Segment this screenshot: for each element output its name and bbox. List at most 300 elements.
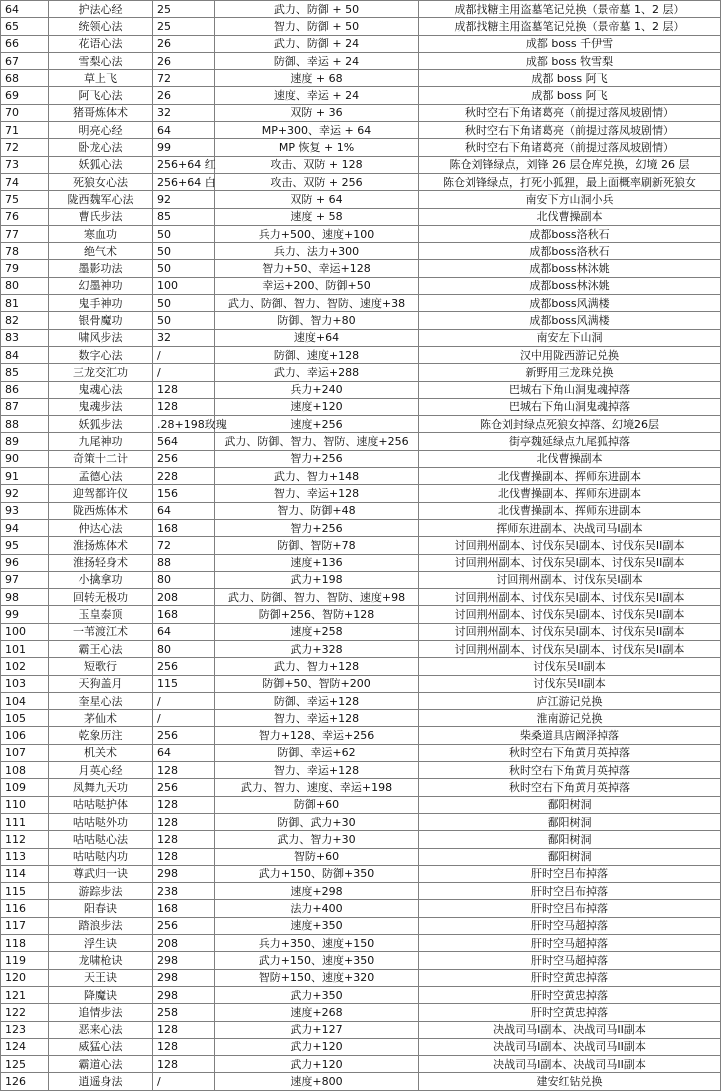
- skill-source: 成都boss洛秋石: [419, 225, 721, 242]
- skill-source: 鄱阳树洞: [419, 796, 721, 813]
- skill-source: 北伐曹操副本: [419, 450, 721, 467]
- skill-cost: 26: [153, 52, 215, 69]
- skill-name: 孟德心法: [49, 468, 153, 485]
- skill-cost: 128: [153, 398, 215, 415]
- skill-cost: 128: [153, 381, 215, 398]
- skill-source: 决战司马I副本、决战司马II副本: [419, 1056, 721, 1073]
- skill-name: 月英心经: [49, 762, 153, 779]
- row-number: 112: [1, 831, 49, 848]
- skill-name: 三龙交汇功: [49, 364, 153, 381]
- skill-source: 秋时空右下角诸葛亮（前提过落凤坡剧情）: [419, 104, 721, 121]
- skill-name: 鬼魂步法: [49, 398, 153, 415]
- table-row: [1, 1, 721, 18]
- skill-effect: 武力、智力+30: [215, 831, 419, 848]
- row-number: 126: [1, 1073, 49, 1090]
- skill-effect: 武力、防御、智力、智防、速度+38: [215, 295, 419, 312]
- table-row: [1, 710, 721, 727]
- skill-effect: 武力、幸运+288: [215, 364, 419, 381]
- skill-source: 讨回荆州副本、讨伐东吴I副本、讨伐东吴II副本: [419, 640, 721, 657]
- table-row: [1, 468, 721, 485]
- row-number: 118: [1, 935, 49, 952]
- table-row: [1, 18, 721, 35]
- skill-cost: 72: [153, 537, 215, 554]
- skill-source: 鄱阳树洞: [419, 813, 721, 830]
- skill-name: 仲达心法: [49, 519, 153, 536]
- table-row: [1, 277, 721, 294]
- row-number: 108: [1, 762, 49, 779]
- skill-effect: 速度+800: [215, 1073, 419, 1090]
- skill-source: 鄱阳树洞: [419, 831, 721, 848]
- skill-source: 肝时空黄忠掉落: [419, 969, 721, 986]
- row-number: 70: [1, 104, 49, 121]
- skill-effect: 兵力+500、速度+100: [215, 225, 419, 242]
- skill-name: 阳春诀: [49, 900, 153, 917]
- row-number: 125: [1, 1056, 49, 1073]
- skill-cost: 64: [153, 623, 215, 640]
- skill-cost: 25: [153, 1, 215, 18]
- skill-cost: 92: [153, 191, 215, 208]
- row-number: 80: [1, 277, 49, 294]
- skill-source: 陈仓刘封绿点死狼女掉落、幻境26层: [419, 416, 721, 433]
- skill-source: 庐江游记兑换: [419, 692, 721, 709]
- skill-name: 陇西炼体术: [49, 502, 153, 519]
- row-number: 117: [1, 917, 49, 934]
- table-row: [1, 640, 721, 657]
- table-row: [1, 243, 721, 260]
- skill-effect: MP+300、幸运 + 64: [215, 122, 419, 139]
- skill-cost: 256+64 红: [153, 156, 215, 173]
- row-number: 77: [1, 225, 49, 242]
- skill-source: 讨回荆州副本、讨伐东吴I副本、讨伐东吴II副本: [419, 554, 721, 571]
- skill-effect: 法力+400: [215, 900, 419, 917]
- table-row: [1, 606, 721, 623]
- skill-name: 凤舞九天功: [49, 779, 153, 796]
- skill-source: 肝时空吕布掉落: [419, 900, 721, 917]
- skill-cost: 208: [153, 589, 215, 606]
- skill-cost: 256: [153, 779, 215, 796]
- row-number: 106: [1, 727, 49, 744]
- skill-name: 天王诀: [49, 969, 153, 986]
- skill-effect: 智力、幸运+128: [215, 710, 419, 727]
- table-row: [1, 796, 721, 813]
- skill-effect: 速度+298: [215, 883, 419, 900]
- row-number: 105: [1, 710, 49, 727]
- table-row: [1, 398, 721, 415]
- table-row: [1, 260, 721, 277]
- skill-name: 迎驾都许仪: [49, 485, 153, 502]
- skill-cost: 128: [153, 813, 215, 830]
- skill-effect: 武力、智力+128: [215, 658, 419, 675]
- row-number: 119: [1, 952, 49, 969]
- skill-source: 柴桑道具店阚泽掉落: [419, 727, 721, 744]
- table-row: [1, 87, 721, 104]
- skill-cost: 128: [153, 1038, 215, 1055]
- skill-cost: /: [153, 692, 215, 709]
- table-row: [1, 450, 721, 467]
- skill-name: 玉皇泰顶: [49, 606, 153, 623]
- skill-cost: 25: [153, 18, 215, 35]
- skill-source: 陈仓刘锋绿点，打死小狐狸，最上面概率刷新死狼女: [419, 173, 721, 190]
- skill-source: 成都boss林沐姚: [419, 260, 721, 277]
- row-number: 69: [1, 87, 49, 104]
- row-number: 97: [1, 571, 49, 588]
- table-row: [1, 779, 721, 796]
- table-row: [1, 727, 721, 744]
- skill-source: 决战司马I副本、决战司马II副本: [419, 1038, 721, 1055]
- skill-source: 成都 boss 千伊雪: [419, 35, 721, 52]
- skill-effect: 武力+328: [215, 640, 419, 657]
- skill-name: 死狼女心法: [49, 173, 153, 190]
- skill-effect: 幸运+200、防御+50: [215, 277, 419, 294]
- row-number: 121: [1, 986, 49, 1003]
- skill-name: 淮扬轻身术: [49, 554, 153, 571]
- skill-name: 踏浪步法: [49, 917, 153, 934]
- row-number: 91: [1, 468, 49, 485]
- skill-name: 幻墨神功: [49, 277, 153, 294]
- table-row: [1, 986, 721, 1003]
- row-number: 89: [1, 433, 49, 450]
- table-row: [1, 831, 721, 848]
- skill-source: 北伐曹操副本、挥师东进副本: [419, 468, 721, 485]
- skill-effect: 智力+128、幸运+256: [215, 727, 419, 744]
- row-number: 109: [1, 779, 49, 796]
- skill-effect: 武力+127: [215, 1021, 419, 1038]
- skill-table-body: [1, 1, 721, 1091]
- skill-cost: 26: [153, 35, 215, 52]
- skill-name: 九尾神功: [49, 433, 153, 450]
- row-number: 71: [1, 122, 49, 139]
- skill-name: 陇西魏军心法: [49, 191, 153, 208]
- row-number: 102: [1, 658, 49, 675]
- table-row: [1, 865, 721, 882]
- skill-name: 护法心经: [49, 1, 153, 18]
- skill-source: 建安红钻兑换: [419, 1073, 721, 1090]
- row-number: 99: [1, 606, 49, 623]
- skill-cost: 50: [153, 295, 215, 312]
- skill-cost: 298: [153, 952, 215, 969]
- skill-effect: 攻击、双防 + 256: [215, 173, 419, 190]
- skill-source: 秋时空右下角黄月英掉落: [419, 744, 721, 761]
- skill-name: 阿飞心法: [49, 87, 153, 104]
- row-number: 100: [1, 623, 49, 640]
- table-row: [1, 762, 721, 779]
- table-row: [1, 554, 721, 571]
- table-row: [1, 537, 721, 554]
- row-number: 110: [1, 796, 49, 813]
- skill-cost: .28+198玫瑰: [153, 416, 215, 433]
- skill-cost: 32: [153, 104, 215, 121]
- row-number: 64: [1, 1, 49, 18]
- skill-source: 成都 boss 牧雪梨: [419, 52, 721, 69]
- skill-name: 游踪步法: [49, 883, 153, 900]
- skill-source: 陈仓刘锋绿点，刘锋 26 层仓库兑换，幻境 26 层: [419, 156, 721, 173]
- skill-name: 统领心法: [49, 18, 153, 35]
- skill-name: 妖狐步法: [49, 416, 153, 433]
- skill-effect: 双防 + 36: [215, 104, 419, 121]
- skill-source: 讨回荆州副本、讨伐东吴I副本: [419, 571, 721, 588]
- skill-cost: 85: [153, 208, 215, 225]
- skill-effect: 兵力+350、速度+150: [215, 935, 419, 952]
- table-row: [1, 156, 721, 173]
- skill-effect: 武力+350: [215, 986, 419, 1003]
- row-number: 111: [1, 813, 49, 830]
- row-number: 123: [1, 1021, 49, 1038]
- row-number: 65: [1, 18, 49, 35]
- skill-effect: 武力、防御、智力、智防、速度+256: [215, 433, 419, 450]
- skill-effect: 速度、幸运 + 24: [215, 87, 419, 104]
- skill-source: 肝时空马超掉落: [419, 935, 721, 952]
- skill-cost: /: [153, 1073, 215, 1090]
- row-number: 67: [1, 52, 49, 69]
- skill-source: 新野用三龙珠兑换: [419, 364, 721, 381]
- skill-effect: 速度+120: [215, 398, 419, 415]
- skill-effect: 攻击、双防 + 128: [215, 156, 419, 173]
- skill-cost: /: [153, 364, 215, 381]
- row-number: 79: [1, 260, 49, 277]
- skill-cost: 168: [153, 519, 215, 536]
- skill-name: 霸王心法: [49, 640, 153, 657]
- skill-effect: 武力+198: [215, 571, 419, 588]
- skill-effect: 武力、防御 + 50: [215, 1, 419, 18]
- skill-name: 小擒拿功: [49, 571, 153, 588]
- skill-source: 北伐曹操副本、挥师东进副本: [419, 502, 721, 519]
- skill-name: 机关术: [49, 744, 153, 761]
- skill-cost: 80: [153, 640, 215, 657]
- skill-cost: 72: [153, 70, 215, 87]
- skill-effect: 防御、速度+128: [215, 346, 419, 363]
- skill-source: 南安下方山洞小兵: [419, 191, 721, 208]
- skill-effect: 智力、防御+48: [215, 502, 419, 519]
- skill-effect: 智力+256: [215, 450, 419, 467]
- skill-cost: 238: [153, 883, 215, 900]
- skill-cost: 298: [153, 969, 215, 986]
- row-number: 85: [1, 364, 49, 381]
- skill-source: 淮南游记兑换: [419, 710, 721, 727]
- skill-cost: 256: [153, 658, 215, 675]
- table-row: [1, 1038, 721, 1055]
- row-number: 73: [1, 156, 49, 173]
- table-row: [1, 883, 721, 900]
- row-number: 120: [1, 969, 49, 986]
- table-row: [1, 744, 721, 761]
- skill-cost: 128: [153, 762, 215, 779]
- skill-cost: 128: [153, 831, 215, 848]
- skill-name: 一苇渡江术: [49, 623, 153, 640]
- table-row: [1, 329, 721, 346]
- skill-source: 讨回荆州副本、讨伐东吴I副本、讨伐东吴II副本: [419, 623, 721, 640]
- table-row: [1, 1056, 721, 1073]
- skill-cost: 99: [153, 139, 215, 156]
- skill-name: 咕咕哒外功: [49, 813, 153, 830]
- table-row: [1, 848, 721, 865]
- table-row: [1, 346, 721, 363]
- skill-name: 短歌行: [49, 658, 153, 675]
- skill-source: 成都boss洛秋石: [419, 243, 721, 260]
- skill-name: 降魔诀: [49, 986, 153, 1003]
- skill-source: 汉中用陇西游记兑换: [419, 346, 721, 363]
- skill-name: 茅仙术: [49, 710, 153, 727]
- skill-source: 肝时空马超掉落: [419, 917, 721, 934]
- table-row: [1, 35, 721, 52]
- skill-source: 巴城右下角山洞鬼魂掉落: [419, 398, 721, 415]
- skill-source: 北伐曹操副本、挥师东进副本: [419, 485, 721, 502]
- skill-effect: 速度+64: [215, 329, 419, 346]
- row-number: 84: [1, 346, 49, 363]
- skill-effect: 智力、防御 + 50: [215, 18, 419, 35]
- table-row: [1, 364, 721, 381]
- skill-cost: 256: [153, 917, 215, 934]
- skill-name: 天狗盖月: [49, 675, 153, 692]
- row-number: 116: [1, 900, 49, 917]
- skill-cost: 208: [153, 935, 215, 952]
- table-row: [1, 295, 721, 312]
- row-number: 122: [1, 1004, 49, 1021]
- table-row: [1, 1021, 721, 1038]
- table-row: [1, 502, 721, 519]
- skill-effect: 速度+258: [215, 623, 419, 640]
- skill-name: 墨影功法: [49, 260, 153, 277]
- table-row: [1, 917, 721, 934]
- skill-cost: 50: [153, 225, 215, 242]
- skill-source: 成都 boss 阿飞: [419, 87, 721, 104]
- skill-name: 啸风步法: [49, 329, 153, 346]
- row-number: 74: [1, 173, 49, 190]
- table-row: [1, 122, 721, 139]
- skill-source: 巴城右下角山洞鬼魂掉落: [419, 381, 721, 398]
- skill-source: 讨伐东吴II副本: [419, 658, 721, 675]
- skill-name: 曹氏步法: [49, 208, 153, 225]
- skill-cost: 156: [153, 485, 215, 502]
- row-number: 107: [1, 744, 49, 761]
- skill-source: 成都boss林沐姚: [419, 277, 721, 294]
- table-row: [1, 312, 721, 329]
- skill-source: 秋时空右下角诸葛亮（前提过落凤坡剧情）: [419, 122, 721, 139]
- row-number: 93: [1, 502, 49, 519]
- skill-effect: 武力、防御、智力、智防、速度+98: [215, 589, 419, 606]
- skill-effect: 速度 + 68: [215, 70, 419, 87]
- skill-effect: 武力+150、防御+350: [215, 865, 419, 882]
- skill-effect: 双防 + 64: [215, 191, 419, 208]
- skill-source: 秋时空右下角黄月英掉落: [419, 779, 721, 796]
- skill-name: 鬼魂心法: [49, 381, 153, 398]
- table-row: [1, 623, 721, 640]
- skill-effect: 速度+256: [215, 416, 419, 433]
- skill-source: 成都找糖主用盗墓笔记兑换（景帝墓 1、2 层）: [419, 1, 721, 18]
- table-row: [1, 208, 721, 225]
- skill-cost: 298: [153, 865, 215, 882]
- skill-name: 猪哥炼体术: [49, 104, 153, 121]
- skill-source: 讨回荆州副本、讨伐东吴I副本、讨伐东吴II副本: [419, 589, 721, 606]
- skill-effect: 武力、防御 + 24: [215, 35, 419, 52]
- skill-cost: 256+64 白: [153, 173, 215, 190]
- skill-name: 恶来心法: [49, 1021, 153, 1038]
- skill-effect: 速度+268: [215, 1004, 419, 1021]
- table-row: [1, 571, 721, 588]
- skill-name: 咕咕哒护体: [49, 796, 153, 813]
- skill-effect: 防御、幸运+62: [215, 744, 419, 761]
- skill-source: 肝时空黄忠掉落: [419, 986, 721, 1003]
- skill-effect: 速度 + 58: [215, 208, 419, 225]
- skill-effect: 速度+136: [215, 554, 419, 571]
- skill-cost: 115: [153, 675, 215, 692]
- skill-name: 回转无极功: [49, 589, 153, 606]
- skill-name: 妖狐心法: [49, 156, 153, 173]
- row-number: 113: [1, 848, 49, 865]
- table-row: [1, 658, 721, 675]
- skill-effect: 兵力+240: [215, 381, 419, 398]
- row-number: 76: [1, 208, 49, 225]
- table-row: [1, 225, 721, 242]
- skill-source: 讨伐东吴II副本: [419, 675, 721, 692]
- skill-cost: 32: [153, 329, 215, 346]
- table-row: [1, 969, 721, 986]
- skill-name: 追情步法: [49, 1004, 153, 1021]
- skill-source: 肝时空黄忠掉落: [419, 1004, 721, 1021]
- row-number: 78: [1, 243, 49, 260]
- row-number: 90: [1, 450, 49, 467]
- skill-source: 成都 boss 阿飞: [419, 70, 721, 87]
- skill-name: 逍遥身法: [49, 1073, 153, 1090]
- skill-cost: 50: [153, 243, 215, 260]
- skill-effect: 武力+150、速度+350: [215, 952, 419, 969]
- table-row: [1, 952, 721, 969]
- skill-effect: 速度+350: [215, 917, 419, 934]
- table-row: [1, 935, 721, 952]
- table-row: [1, 485, 721, 502]
- skill-effect: 智防+60: [215, 848, 419, 865]
- skill-effect: 智防+150、速度+320: [215, 969, 419, 986]
- skill-effect: 防御+60: [215, 796, 419, 813]
- skill-name: 尊武归一诀: [49, 865, 153, 882]
- row-number: 82: [1, 312, 49, 329]
- skill-source: 决战司马I副本、决战司马II副本: [419, 1021, 721, 1038]
- row-number: 104: [1, 692, 49, 709]
- skill-effect: 防御+50、智防+200: [215, 675, 419, 692]
- skill-name: 花语心法: [49, 35, 153, 52]
- skill-name: 奇策十二计: [49, 450, 153, 467]
- skill-name: 鬼手神功: [49, 295, 153, 312]
- row-number: 66: [1, 35, 49, 52]
- table-row: [1, 70, 721, 87]
- skill-cost: 50: [153, 312, 215, 329]
- skill-effect: 防御、智防+78: [215, 537, 419, 554]
- skill-cost: 256: [153, 727, 215, 744]
- skill-cost: 128: [153, 848, 215, 865]
- skill-source: 讨回荆州副本、讨伐东吴I副本、讨伐东吴II副本: [419, 537, 721, 554]
- table-row: [1, 900, 721, 917]
- table-row: [1, 416, 721, 433]
- skill-effect: 防御、智力+80: [215, 312, 419, 329]
- skill-cost: 26: [153, 87, 215, 104]
- skill-name: 草上飞: [49, 70, 153, 87]
- skill-name: 霸道心法: [49, 1056, 153, 1073]
- table-row: [1, 589, 721, 606]
- skill-cost: 100: [153, 277, 215, 294]
- skill-name: 数字心法: [49, 346, 153, 363]
- skill-source: 南安左下山洞: [419, 329, 721, 346]
- skill-effect: 武力、智力、速度、幸运+198: [215, 779, 419, 796]
- skill-source: 成都找糖主用盗墓笔记兑换（景帝墓 1、2 层）: [419, 18, 721, 35]
- skill-effect: 武力+120: [215, 1038, 419, 1055]
- skill-source: 秋时空右下角诸葛亮（前提过落凤坡剧情）: [419, 139, 721, 156]
- skill-source: 挥师东进副本、决战司马I副本: [419, 519, 721, 536]
- skill-name: 淮扬炼体术: [49, 537, 153, 554]
- skill-cost: 50: [153, 260, 215, 277]
- skill-source: 肝时空马超掉落: [419, 952, 721, 969]
- skill-name: 咕咕哒心法: [49, 831, 153, 848]
- row-number: 115: [1, 883, 49, 900]
- skill-name: 龙啸枪诀: [49, 952, 153, 969]
